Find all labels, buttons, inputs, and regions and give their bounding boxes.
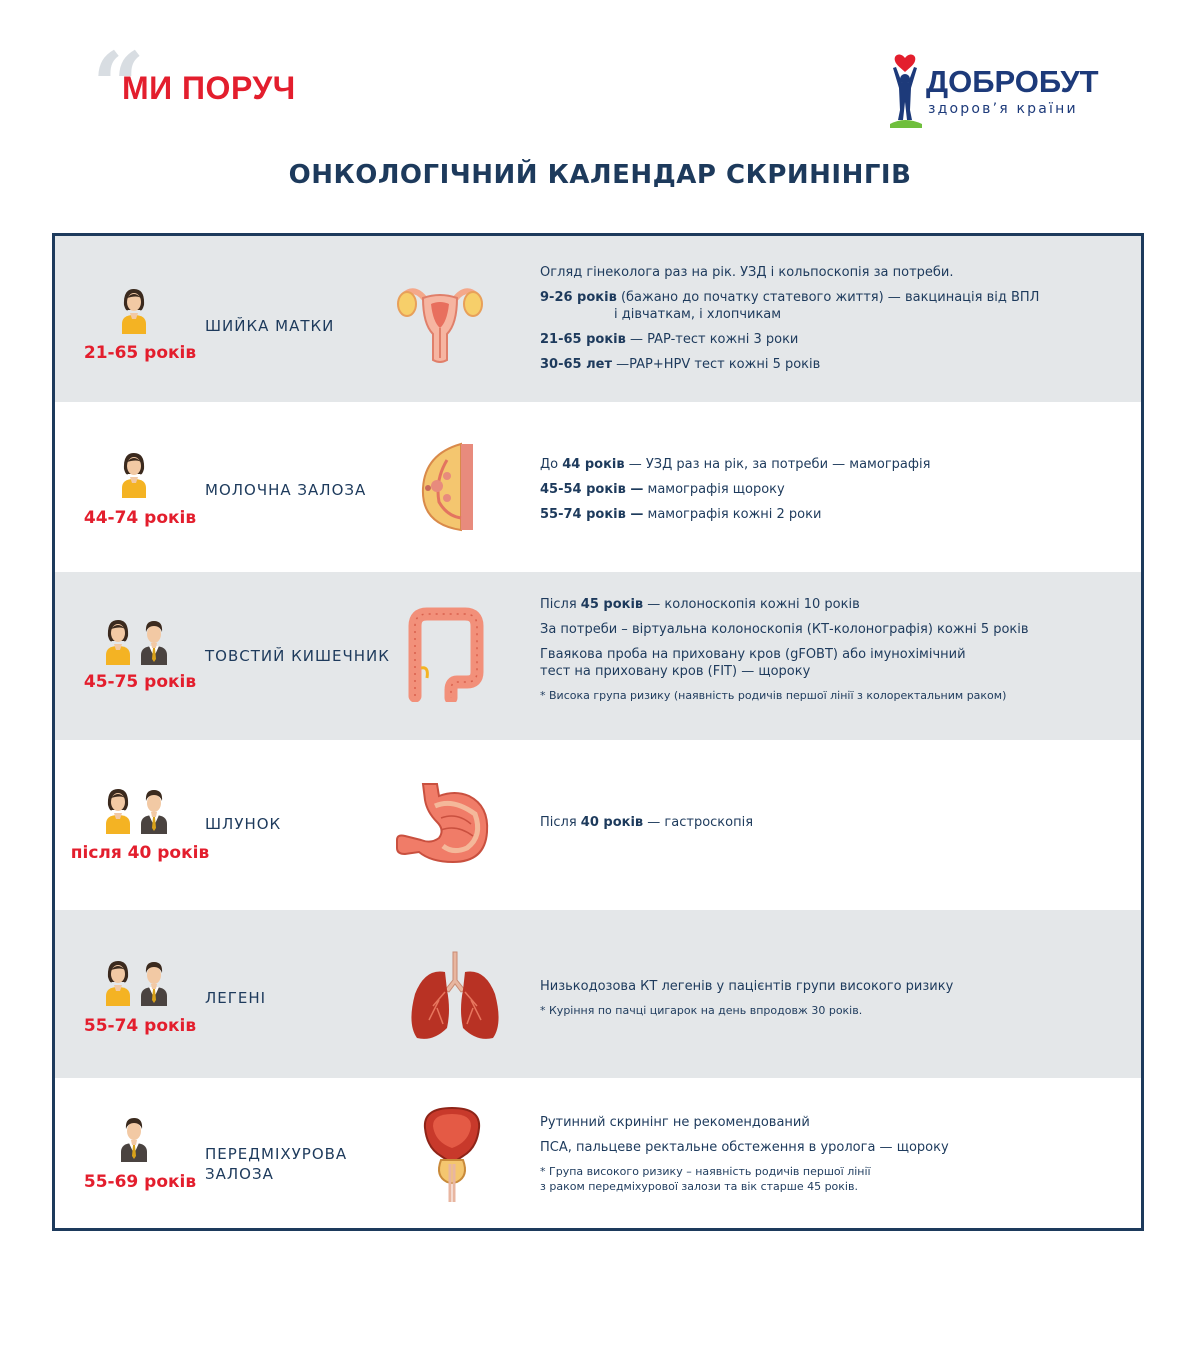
people-group [119, 286, 149, 334]
risk-note: * Куріння по пачці цигарок на день впродовж 30 років. [540, 1004, 863, 1017]
person-heart-icon [888, 50, 928, 130]
screening-description [540, 814, 1100, 839]
screening-table [52, 233, 1144, 1231]
row-lungs [55, 910, 1141, 1078]
woman-icon [103, 786, 133, 834]
screening-item: 30-65 лет —PAP+HPV тест кожні 5 років [540, 357, 821, 372]
age-range: 44-74 років [83, 508, 197, 528]
screening-item: Після 40 років — гастроскопія [540, 815, 754, 830]
organ-name-line: ЗАЛОЗА [205, 1165, 274, 1183]
screening-description [540, 264, 1100, 381]
mi-poruch-text: МИ ПОРУЧ [122, 70, 296, 106]
people-group [103, 958, 169, 1006]
quote-mark-icon: “ [92, 32, 145, 140]
screening-item: Низькодозова КТ легенів у пацієнтів групи високого ризику [540, 979, 954, 994]
stomach-icon [395, 778, 495, 870]
dobrobut-tagline: здоров’я країни [928, 101, 1078, 117]
row-colon [55, 572, 1141, 740]
screening-item: За потреби – віртуальна колоноскопія (КТ-колонографія) кожні 5 років [540, 622, 1029, 637]
woman-icon [103, 617, 133, 665]
screening-item: Після 45 років — колоноскопія кожні 10 років [540, 597, 860, 612]
organ-name: ШЛУНОК [205, 815, 282, 833]
woman-icon [119, 450, 149, 498]
risk-note: * Висока група ризику (наявність родичів першої лінії з колоректальним раком) [540, 689, 1007, 702]
screening-item: До 44 років — УЗД раз на рік, за потреби — мамографія [540, 457, 931, 472]
general-info: Огляд гінеколога раз на рік. УЗД і кольпоскопія за потреби. [540, 265, 954, 280]
screening-description [540, 1114, 1100, 1194]
screening-item: 21-65 років — PAP-тест кожні 3 роки [540, 332, 799, 347]
people-group [119, 1114, 149, 1162]
row-breast [55, 402, 1141, 572]
row-stomach [55, 740, 1141, 910]
people-group [103, 617, 169, 665]
risk-note: * Група високого ризику – наявність родичів першої лінії з раком передміхурової залози та вік старше 45 років. [540, 1165, 871, 1193]
dobrobut-name: ДОБРОБУТ [926, 64, 1099, 99]
organ-name-line: ПЕРЕДМІХУРОВА [205, 1145, 348, 1163]
screening-description [540, 596, 1100, 703]
organ-name: МОЛОЧНА ЗАЛОЗА [205, 481, 367, 499]
woman-icon [119, 286, 149, 334]
uterus-icon [395, 274, 485, 366]
screening-item: Рутинний скринінг не рекомендований [540, 1115, 810, 1130]
people-group [103, 786, 169, 834]
lungs-icon [407, 950, 503, 1044]
colon-icon [401, 606, 491, 702]
prostate-icon [417, 1104, 487, 1204]
screening-description [540, 978, 1100, 1018]
screening-description [540, 456, 1100, 531]
age-range: після 40 років [70, 843, 210, 863]
man-icon [139, 786, 169, 834]
age-range: 21-65 років [83, 343, 197, 363]
screening-item: 9-26 років (бажано до початку статевого життя) — вакцинація від ВПЛ і дівчаткам, і хлопчикам [540, 290, 1040, 322]
age-range: 45-75 років [83, 672, 197, 692]
age-range: 55-74 років [83, 1016, 197, 1036]
organ-name: ШИЙКА МАТКИ [205, 317, 335, 335]
screening-item: ПСА, пальцеве ректальне обстеження в уролога — щороку [540, 1140, 949, 1155]
organ-name: ТОВСТИЙ КИШЕЧНИК [205, 647, 390, 665]
dobrobut-logo [888, 50, 1118, 130]
man-icon [119, 1114, 149, 1162]
woman-icon [103, 958, 133, 1006]
breast-icon [417, 440, 477, 534]
organ-name: ЛЕГЕНІ [205, 989, 267, 1007]
screening-item: Гваякова проба на приховану кров (gFOBT) або імунохімічний тест на приховану кров (FIT) — щороку [540, 647, 966, 679]
organ-name [205, 1144, 347, 1184]
age-range: 55-69 років [83, 1172, 197, 1192]
row-cervix [55, 236, 1141, 402]
row-prostate [55, 1078, 1141, 1231]
people-group [119, 450, 149, 498]
screening-item: 45-54 років — мамографія щороку [540, 482, 785, 497]
man-icon [139, 958, 169, 1006]
man-icon [139, 617, 169, 665]
screening-item: 55-74 років — мамографія кожні 2 роки [540, 507, 822, 522]
page-title: ОНКОЛОГІЧНИЙ КАЛЕНДАР СКРИНІНГІВ [288, 160, 912, 190]
